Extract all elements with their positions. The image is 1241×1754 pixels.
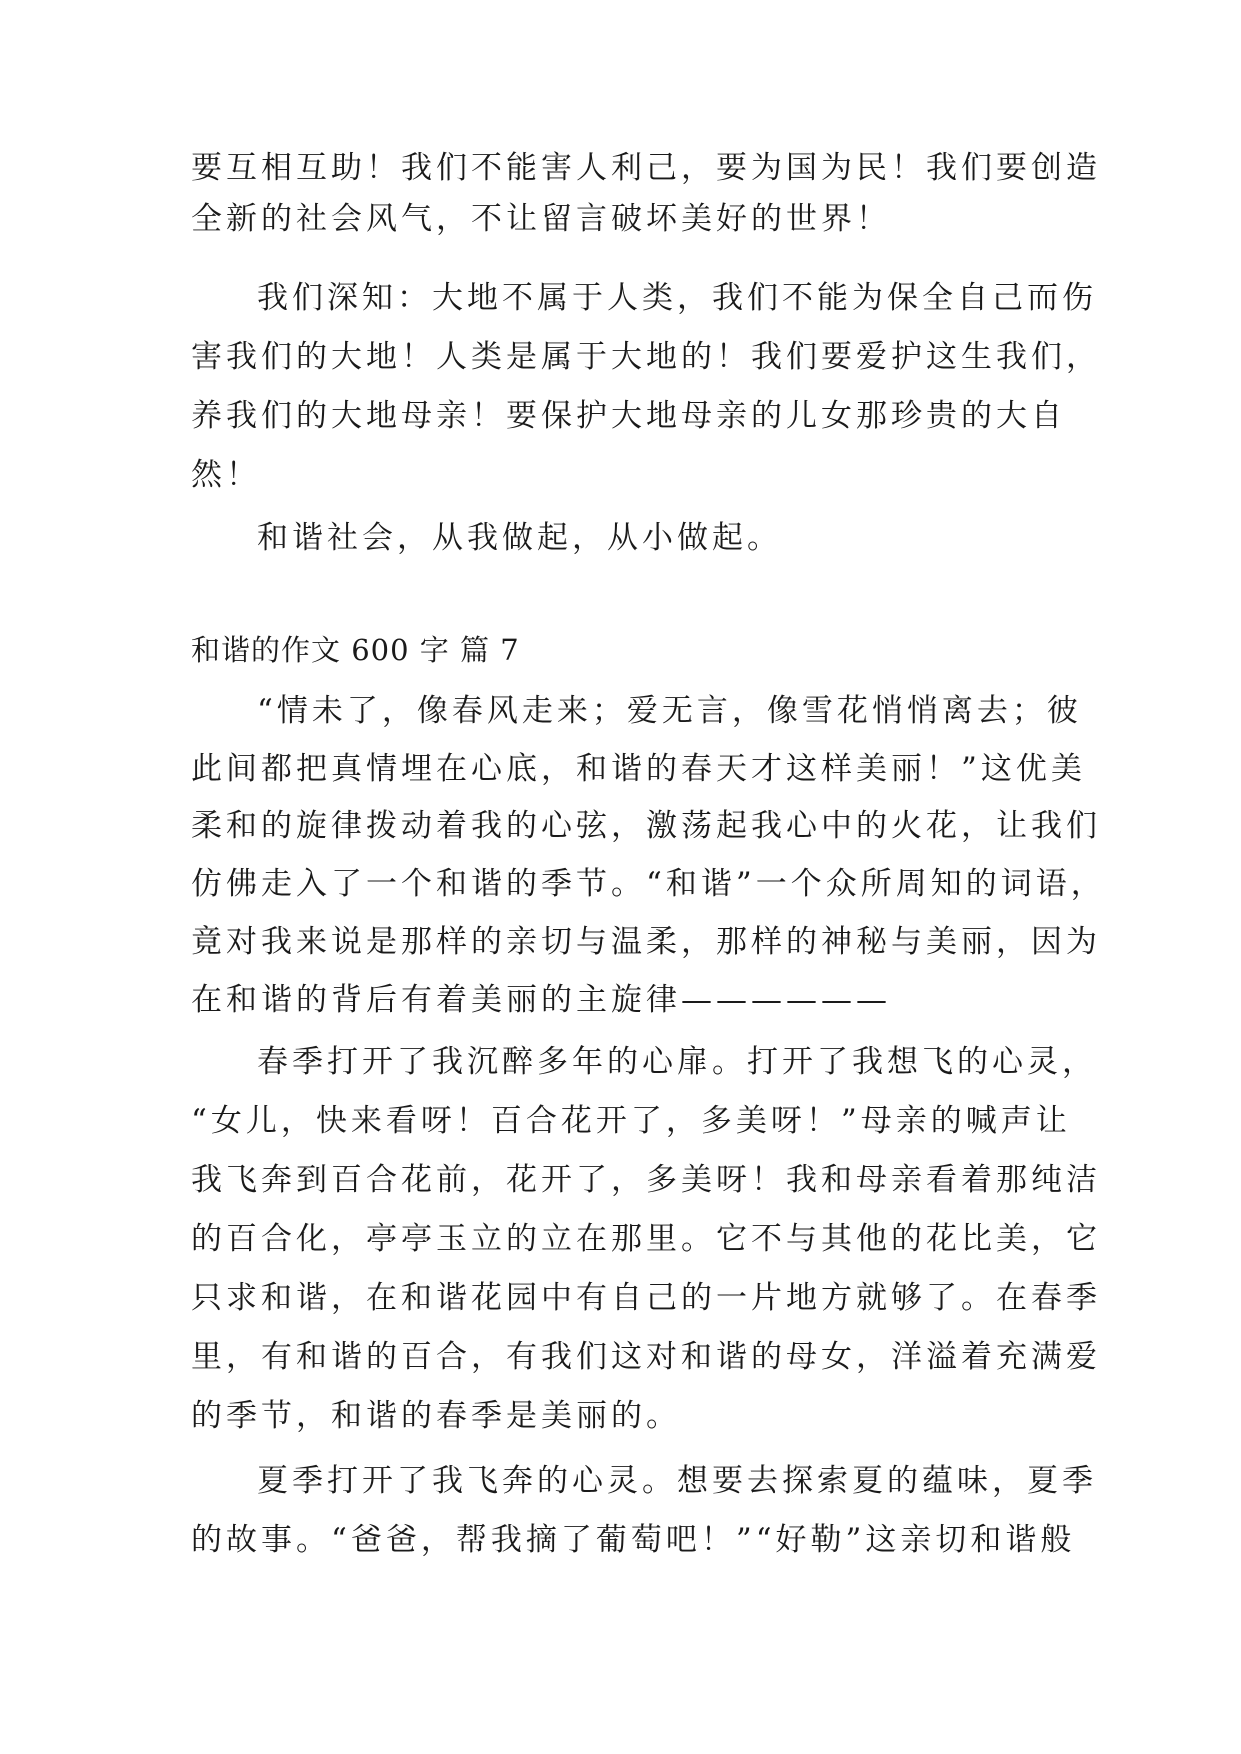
text-line: 我飞奔到百合花前，花开了，多美呀！我和母亲看着那纯洁 [191, 1162, 1101, 1198]
text-line: 然！ [191, 457, 261, 493]
text-line: 的故事。“爸爸，帮我摘了葡萄吧！”“好勒”这亲切和谐般 [191, 1522, 1076, 1558]
text-line: 害我们的大地！人类是属于大地的！我们要爱护这生我们， [191, 339, 1101, 375]
text-line: 要互相互助！我们不能害人利己，要为国为民！我们要创造 [191, 150, 1101, 186]
text-line: 我们深知：大地不属于人类，我们不能为保全自己而伤 [257, 280, 1097, 316]
text-line: 和谐社会，从我做起，从小做起。 [257, 520, 782, 556]
text-line: 在和谐的背后有着美丽的主旋律—————— [191, 982, 891, 1018]
text-line: 全新的社会风气，不让留言破坏美好的世界！ [191, 201, 891, 237]
text-line: 柔和的旋律拨动着我的心弦，激荡起我心中的火花，让我们 [191, 808, 1101, 844]
text-line: 养我们的大地母亲！要保护大地母亲的儿女那珍贵的大自 [191, 398, 1066, 434]
text-line: 仿佛走入了一个和谐的季节。“和谐”一个众所周知的词语， [191, 866, 1106, 902]
text-line: “情未了，像春风走来；爱无言，像雪花悄悄离去；彼 [257, 693, 1082, 729]
text-line: 夏季打开了我飞奔的心灵。想要去探索夏的蕴味，夏季 [257, 1463, 1097, 1499]
text-line: 竟对我来说是那样的亲切与温柔，那样的神秘与美丽，因为 [191, 924, 1101, 960]
text-line: 的季节，和谐的春季是美丽的。 [191, 1398, 681, 1434]
text-line: 的百合化，亭亭玉立的立在那里。它不与其他的花比美，它 [191, 1221, 1101, 1257]
text-line: 春季打开了我沉醉多年的心扉。打开了我想飞的心灵， [257, 1044, 1097, 1080]
section-heading: 和谐的作文 600 字 篇 7 [191, 633, 520, 667]
text-line: 此间都把真情埋在心底，和谐的春天才这样美丽！”这优美 [191, 751, 1086, 787]
text-line: “女儿，快来看呀！百合花开了，多美呀！”母亲的喊声让 [191, 1103, 1071, 1139]
text-line: 里，有和谐的百合，有我们这对和谐的母女，洋溢着充满爱 [191, 1339, 1101, 1375]
text-line: 只求和谐，在和谐花园中有自己的一片地方就够了。在春季 [191, 1280, 1101, 1316]
